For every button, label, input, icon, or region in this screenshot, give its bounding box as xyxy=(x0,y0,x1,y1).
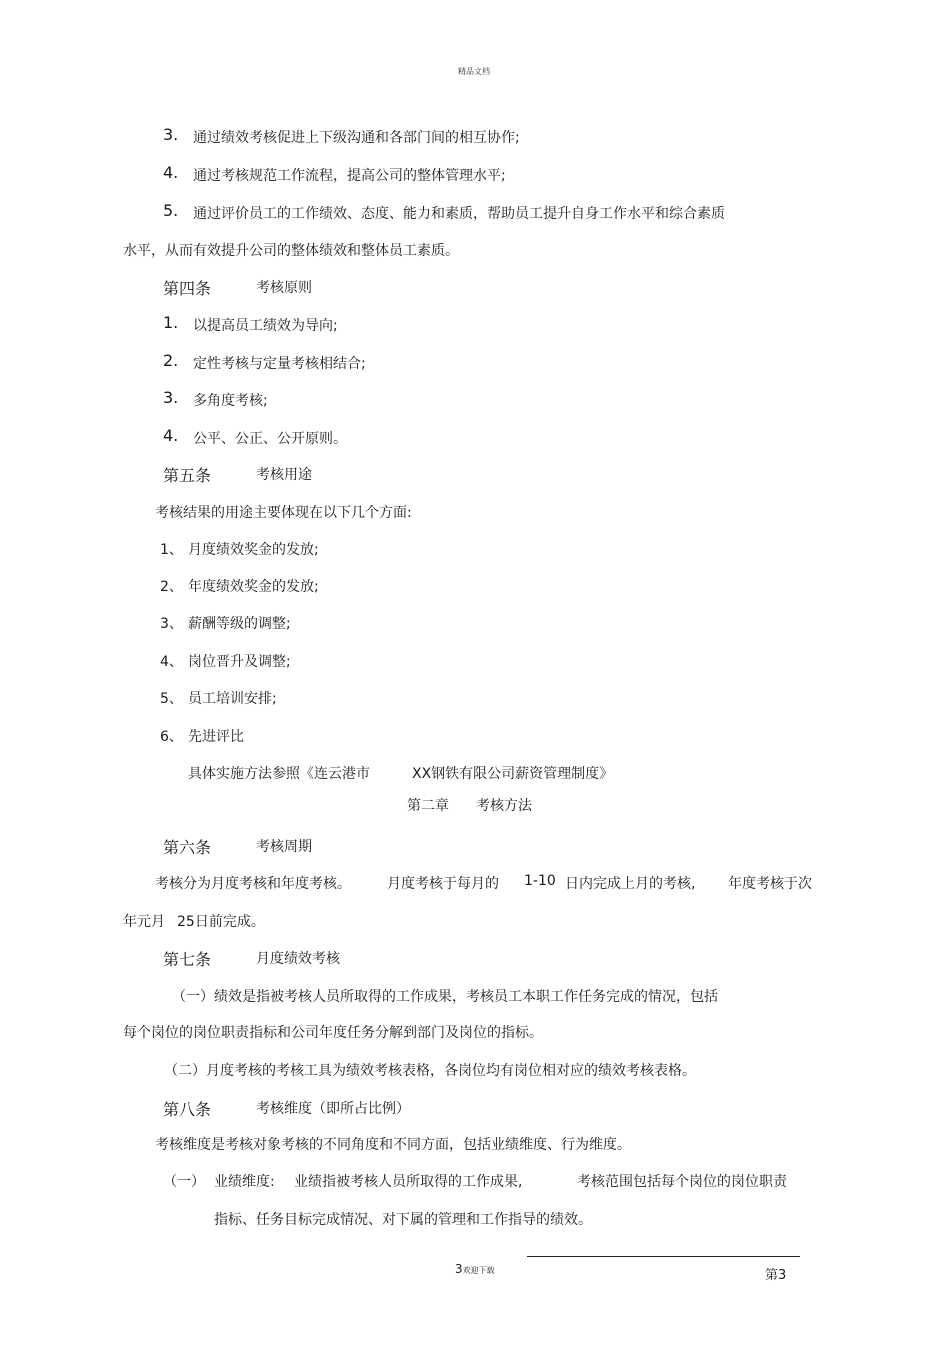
list-item: 先进评比 xyxy=(188,729,244,745)
item-text: 考核范围包括每个岗位的岗位职责 xyxy=(577,1174,787,1190)
list-number: 4、 xyxy=(160,654,183,670)
paragraph: 月度考核于每月的 xyxy=(387,876,499,892)
item-text: 定性考核与定量考核相结合; xyxy=(193,356,366,372)
list-number: 3、 xyxy=(160,616,183,632)
list-item: 岗位晋升及调整; xyxy=(188,654,291,670)
item-number: 3. xyxy=(163,388,179,407)
list-item: 月度绩效奖金的发放; xyxy=(188,542,319,558)
paragraph: 日内完成上月的考核, xyxy=(565,876,696,892)
item-number: 4. xyxy=(163,163,179,182)
paragraph: 每个岗位的岗位职责指标和公司年度任务分解到部门及岗位的指标。 xyxy=(123,1025,543,1041)
article-label: 第七条 xyxy=(163,950,212,969)
paragraph: 25日前完成。 xyxy=(177,914,265,930)
article-title: 月度绩效考核 xyxy=(256,951,340,967)
list-number: 5、 xyxy=(160,691,183,707)
footer-page-label: 第3 xyxy=(765,1268,787,1283)
item-number: 3. xyxy=(163,125,179,144)
paragraph: 年元月 xyxy=(123,914,165,930)
reference-text: 具体实施方法参照《连云港市 xyxy=(188,766,370,782)
paragraph: 考核结果的用途主要体现在以下几个方面: xyxy=(155,505,412,521)
reference-text: XX钢铁有限公司薪资管理制度》 xyxy=(412,766,614,782)
item-text-continued: 水平，从而有效提升公司的整体绩效和整体员工素质。 xyxy=(123,243,459,259)
item-number: 5. xyxy=(163,201,179,220)
list-item: 薪酬等级的调整; xyxy=(188,616,291,632)
item-text: 通过评价员工的工作绩效、态度、能力和素质，帮助员工提升自身工作水平和综合素质 xyxy=(193,206,725,222)
item-text: 公平、公正、公开原则。 xyxy=(193,431,347,447)
article-title: 考核原则 xyxy=(256,280,312,296)
paragraph: （一）绩效是指被考核人员所取得的工作成果，考核员工本职工作任务完成的情况，包括 xyxy=(172,989,718,1005)
list-number: 6、 xyxy=(160,729,183,745)
list-item: 年度绩效奖金的发放; xyxy=(188,579,319,595)
article-title: 考核周期 xyxy=(256,839,312,855)
item-text: 以提高员工绩效为导向; xyxy=(193,318,338,334)
paragraph: （二）月度考核的考核工具为绩效考核表格，各岗位均有岗位相对应的绩效考核表格。 xyxy=(164,1063,696,1079)
chapter-label: 第二章 xyxy=(407,798,449,814)
paragraph: 考核维度是考核对象考核的不同角度和不同方面，包括业绩维度、行为维度。 xyxy=(155,1137,631,1153)
paragraph: 年度考核于次 xyxy=(728,876,812,892)
page-header: 精品文档 xyxy=(458,67,490,76)
paragraph: 考核分为月度考核和年度考核。 xyxy=(155,876,351,892)
list-item: 员工培训安排; xyxy=(188,691,277,707)
paragraph: 1-10 xyxy=(524,873,556,889)
item-text: 业绩指被考核人员所取得的工作成果, xyxy=(294,1174,523,1190)
chapter-title: 考核方法 xyxy=(476,798,532,814)
item-number: 4. xyxy=(163,426,179,445)
item-number: （一） xyxy=(163,1174,205,1190)
list-number: 2、 xyxy=(160,579,183,595)
item-text: 业绩维度: xyxy=(214,1174,275,1190)
article-label: 第八条 xyxy=(163,1100,212,1119)
item-text: 多角度考核; xyxy=(193,393,268,409)
footer-page-number: 3欢迎下载 xyxy=(455,1262,495,1276)
item-text-continued: 指标、任务目标完成情况、对下属的管理和工作指导的绩效。 xyxy=(214,1212,592,1228)
article-label: 第四条 xyxy=(163,279,212,298)
article-label: 第六条 xyxy=(163,838,212,857)
item-number: 2. xyxy=(163,351,179,370)
article-title: 考核用途 xyxy=(256,467,312,483)
item-text: 通过考核规范工作流程，提高公司的整体管理水平; xyxy=(193,168,506,184)
item-text: 通过绩效考核促进上下级沟通和各部门间的相互协作; xyxy=(193,130,520,146)
list-number: 1、 xyxy=(160,542,183,558)
item-number: 1. xyxy=(163,313,179,332)
footer-rule xyxy=(527,1256,800,1257)
article-label: 第五条 xyxy=(163,466,212,485)
article-title: 考核维度（即所占比例） xyxy=(256,1101,410,1117)
